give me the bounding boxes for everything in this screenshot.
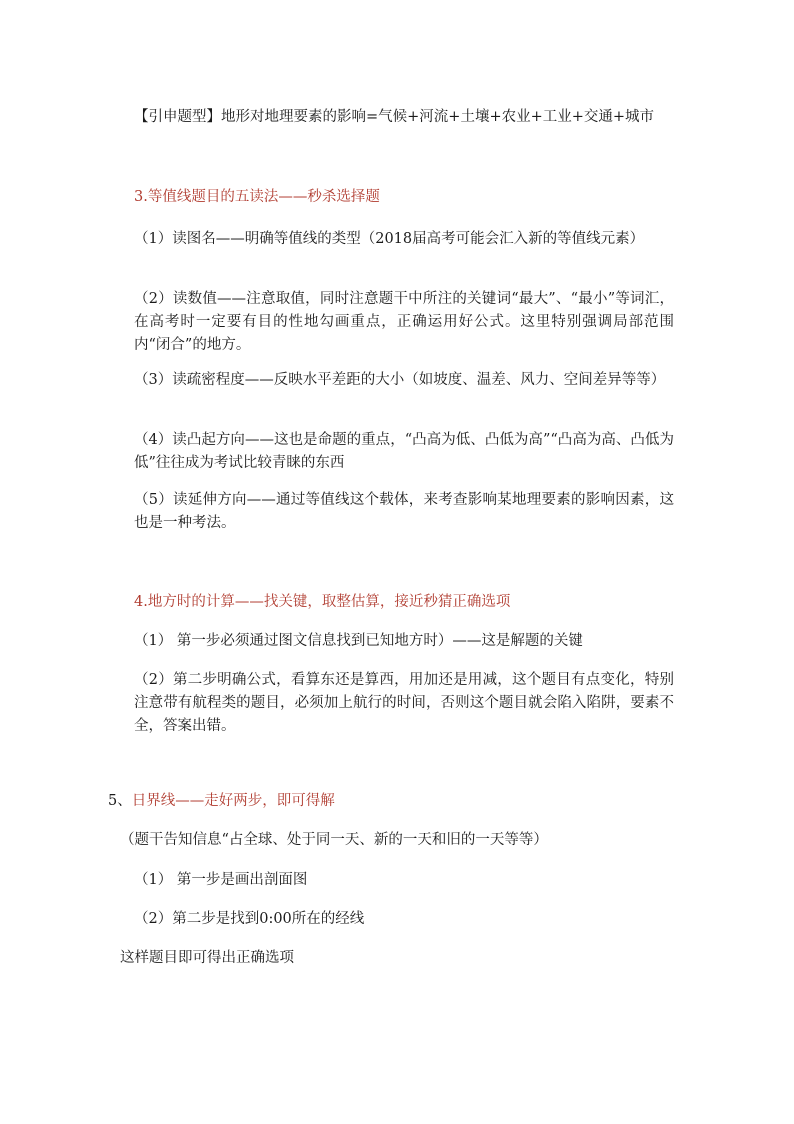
section-3-item-4: （4）读凸起方向——这也是命题的重点，“凸高为低、凸低为高”“凸高为高、凸低为低”往往成为考试比较青睐的东西	[134, 432, 674, 471]
section-4-item-2: （2）第二步明确公式，看算东还是算西，用加还是用减，这个题目有点变化，特别注意带有航程类的题目，必须加上航行的时间，否则这个题目就会陷入陷阱，要素不全，答案出错。	[134, 672, 674, 734]
section-5-number: 5、	[108, 793, 132, 809]
section-5-heading: 日界线——走好两步，即可得解	[131, 793, 335, 809]
section-3-heading: 3.等值线题目的五读法——秒杀选择题	[134, 189, 380, 205]
section-3-item-5: （5）读延伸方向——通过等值线这个载体，来考查影响某地理要素的影响因素，这也是一种考法。	[134, 492, 674, 531]
section-4-item-1: （1） 第一步必须通过图文信息找到已知地方时）——这是解题的关键	[134, 633, 583, 649]
section-5-heading-line	[108, 790, 335, 813]
section-3-item-2: （2）读数值——注意取值，同时注意题干中所注的关键词“最大”、“最小”等词汇，在高考时一定要有目的性地勾画重点，正确运用好公式。这里特别强调局部范围内“闭合”的地方。	[134, 291, 674, 353]
section-5-note: （题干告知信息“占全球、处于同一天、新的一天和旧的一天等等）	[120, 832, 548, 848]
section-5-item-2: （2）第二步是找到0:00所在的经线	[134, 911, 365, 927]
section-3-item-1: （1）读图名——明确等值线的类型（2018届高考可能会汇入新的等值线元素）	[134, 231, 645, 247]
intro-line: 【引申题型】地形对地理要素的影响=气候+河流+土壤+农业+工业+交通+城市	[134, 109, 655, 125]
section-5-item-1: （1） 第一步是画出剖面图	[134, 872, 308, 888]
section-3-item-3: （3）读疏密程度——反映水平差距的大小（如坡度、温差、风力、空间差异等等）	[134, 372, 666, 388]
section-4-heading: 4.地方时的计算——找关键，取整估算，接近秒猜正确选项	[134, 594, 511, 610]
section-5-conclusion: 这样题目即可得出正确选项	[120, 950, 294, 966]
